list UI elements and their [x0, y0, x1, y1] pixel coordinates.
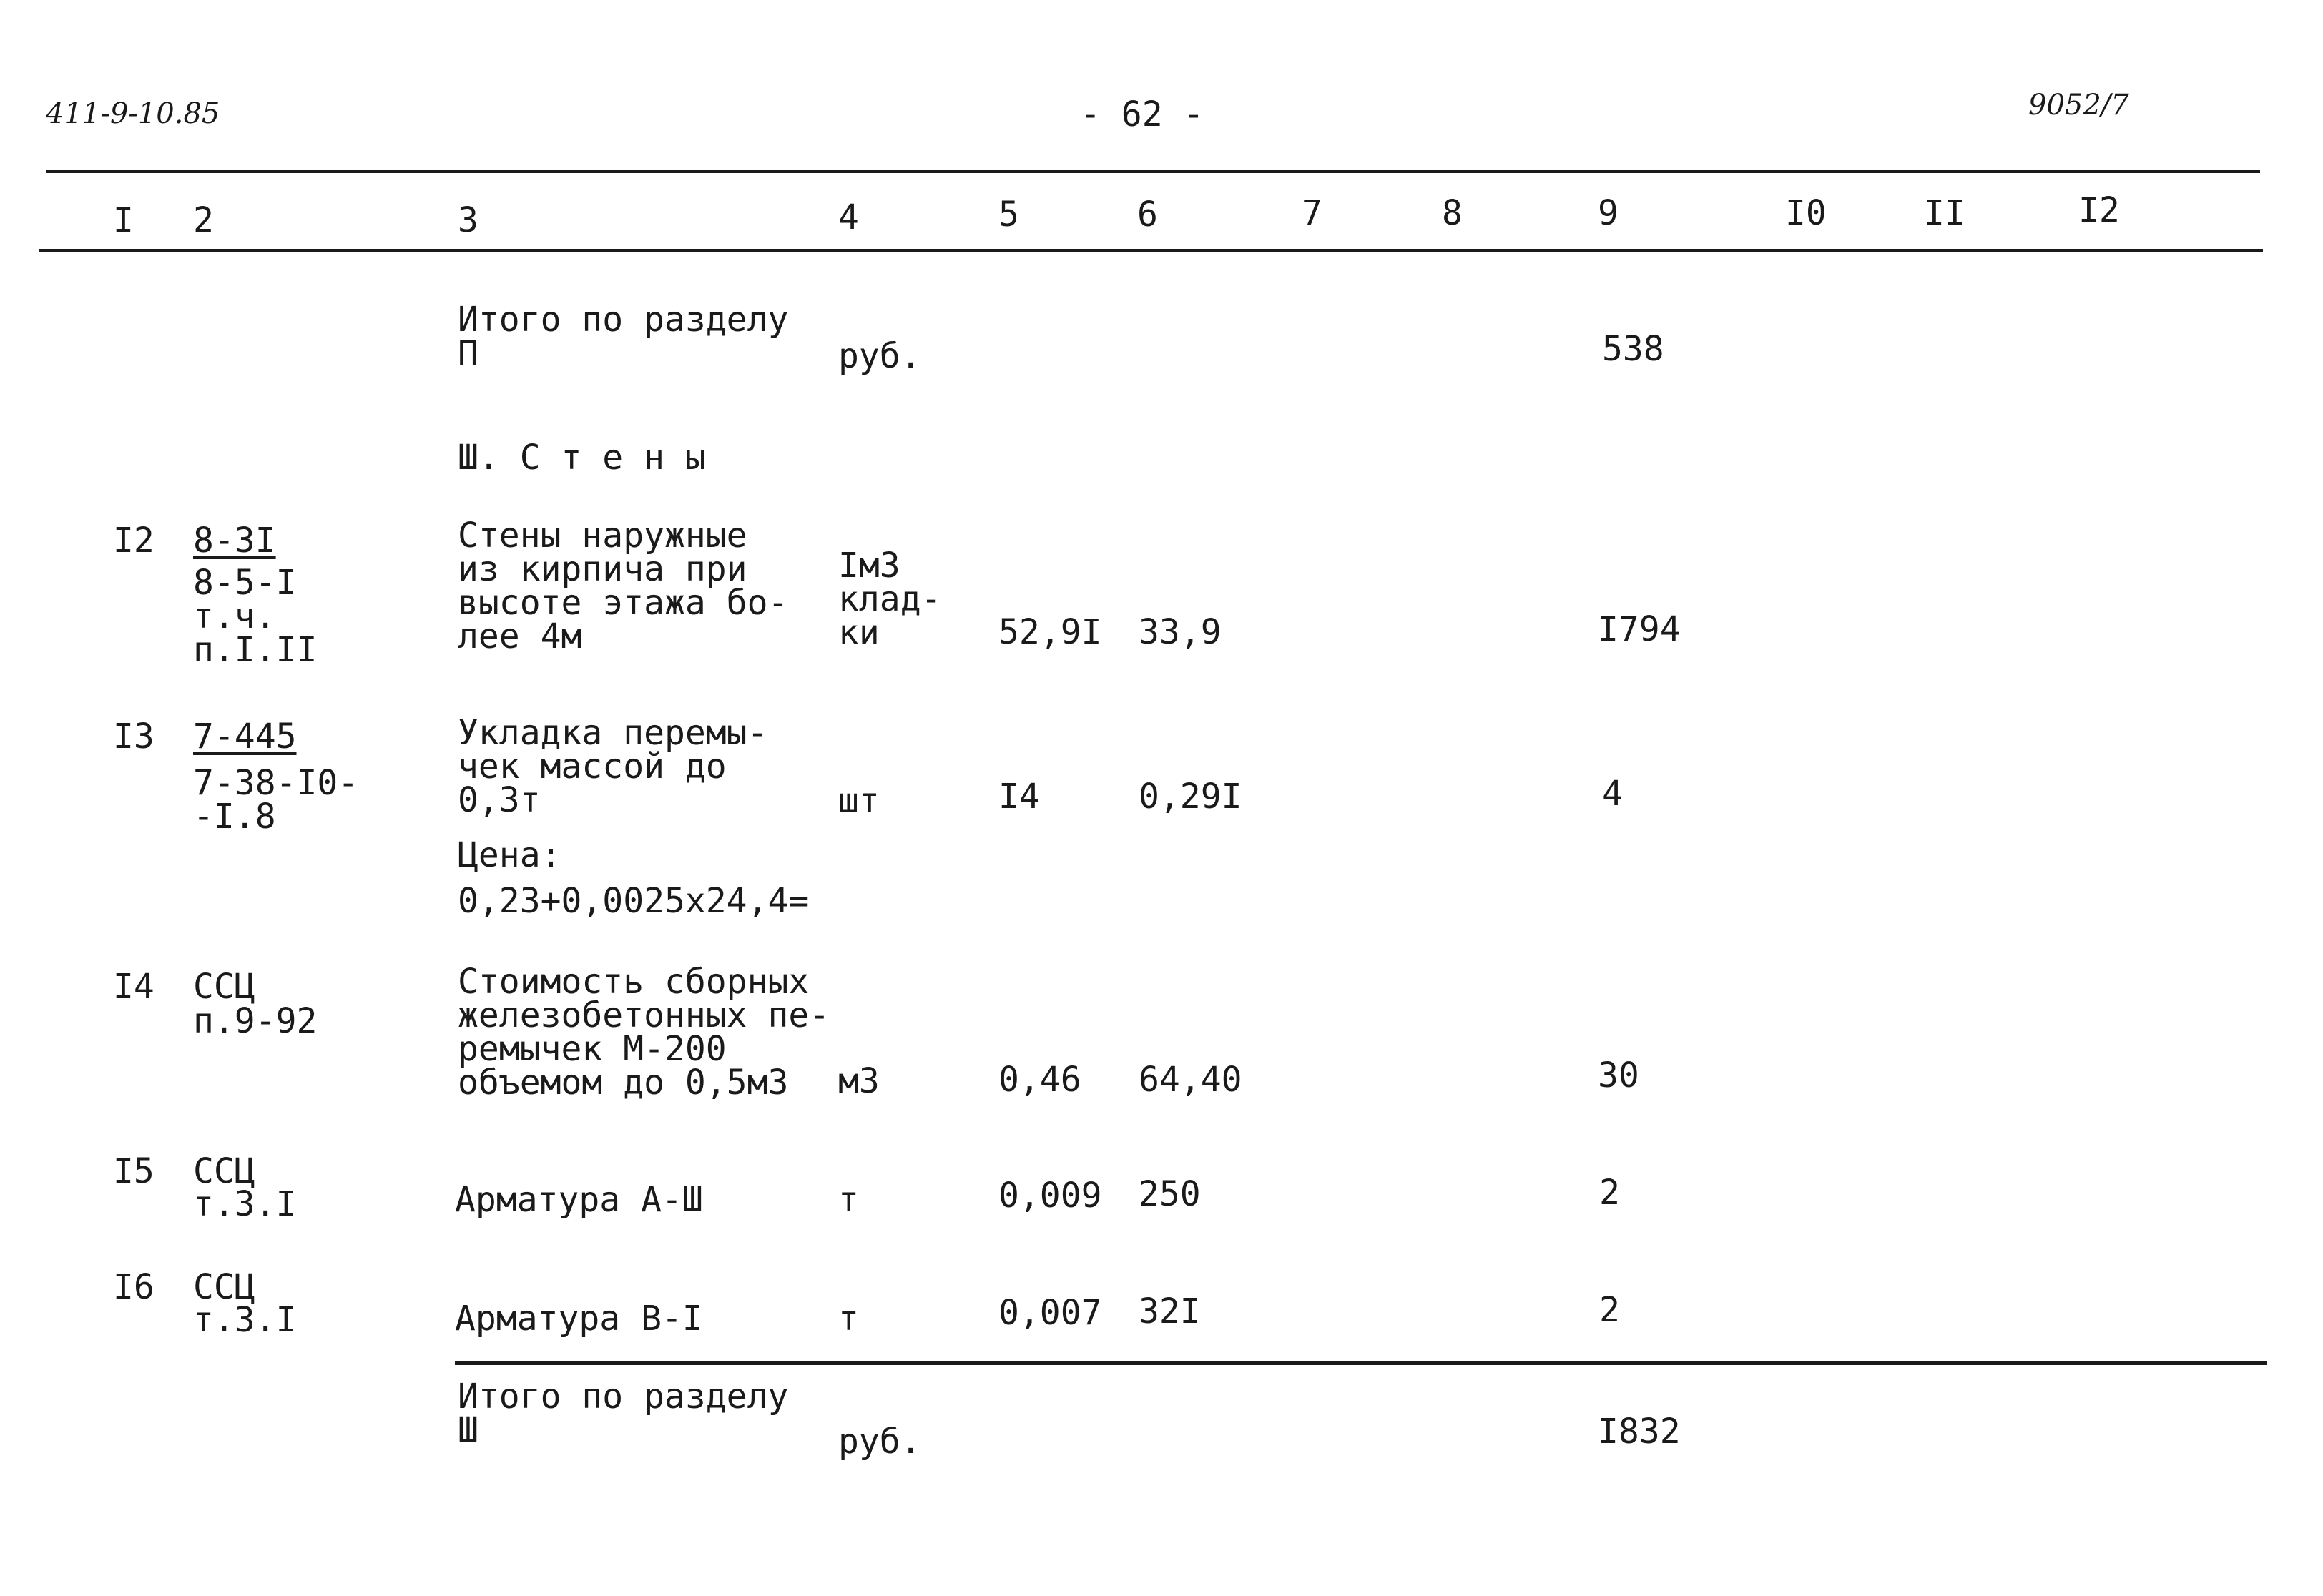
- section-2-total-label: Итого по разделу П: [458, 300, 789, 373]
- row-code-rest: 8-5-I т.ч. п.I.II: [193, 563, 318, 670]
- column-header-8: 8: [1442, 193, 1463, 233]
- column-header-2: 2: [193, 200, 214, 240]
- row-description: Арматура В-I: [455, 1299, 703, 1339]
- section-2-total-value: 538: [1602, 329, 1664, 369]
- row-col5: 0,009: [998, 1176, 1102, 1216]
- row-description: Стены наружные из кирпича при высоте этажа бо- лее 4м: [458, 516, 789, 656]
- row-code-main: 8-3I: [193, 521, 276, 561]
- row-code-main: ССЦ: [193, 1267, 255, 1307]
- page-number: - 62 -: [1080, 94, 1204, 134]
- column-header-6: 6: [1137, 194, 1158, 235]
- column-header-7: 7: [1302, 193, 1322, 233]
- row-col9: 2: [1599, 1173, 1620, 1213]
- row-code-main: ССЦ: [193, 967, 255, 1007]
- row-unit: т: [838, 1299, 859, 1339]
- section-total-rule: [455, 1361, 2267, 1365]
- row-unit: м3: [838, 1061, 880, 1101]
- row-unit: т: [838, 1180, 859, 1220]
- column-header-11: II: [1924, 193, 1965, 233]
- column-header-10: I0: [1785, 193, 1827, 233]
- row-description: Укладка перемы- чек массой до 0,3т: [458, 713, 768, 820]
- row-col6: 64,40: [1139, 1060, 1242, 1100]
- column-header-3: 3: [458, 200, 478, 240]
- row-description: Арматура А-Ш: [455, 1180, 703, 1220]
- header-top-rule: [46, 170, 2260, 173]
- column-header-9: 9: [1598, 193, 1619, 233]
- row-number: I2: [113, 521, 154, 561]
- row-col9: I794: [1598, 609, 1681, 649]
- row-number: I6: [113, 1267, 154, 1307]
- header-bottom-rule: [39, 249, 2263, 252]
- row-unit: Iм3 клад- ки: [838, 546, 942, 653]
- row-col5: 0,007: [998, 1293, 1102, 1333]
- section-2-total-unit: руб.: [838, 336, 921, 376]
- row-code-rest: т.3.I: [193, 1300, 297, 1340]
- column-header-5: 5: [998, 194, 1019, 235]
- section-3-total-value: I832: [1598, 1412, 1681, 1452]
- row-col6: 0,29I: [1139, 777, 1242, 817]
- row-code-rest: 7-38-I0- -I.8: [193, 763, 359, 837]
- section-3-title: Ш. С т е н ы: [458, 438, 706, 478]
- row-col6: 32I: [1139, 1291, 1201, 1331]
- row-col5: 52,9I: [998, 612, 1102, 652]
- column-header-1: I: [113, 200, 134, 240]
- row-number: I3: [113, 716, 154, 757]
- row-col9: 4: [1602, 774, 1623, 814]
- row-col6: 250: [1139, 1174, 1201, 1214]
- row-number: I4: [113, 967, 154, 1007]
- document-code: 411-9-10.85: [46, 97, 220, 130]
- row-col9: 30: [1598, 1055, 1639, 1095]
- column-header-12: I2: [2078, 190, 2120, 230]
- section-3-total-unit: руб.: [838, 1422, 921, 1462]
- row-price-formula: 0,23+0,0025x24,4=: [458, 881, 810, 921]
- column-header-4: 4: [838, 197, 859, 237]
- row-code-rest: т.3.I: [193, 1184, 297, 1224]
- row-col5: 0,46: [998, 1060, 1081, 1100]
- row-col9: 2: [1599, 1290, 1620, 1330]
- row-col6: 33,9: [1139, 612, 1222, 652]
- sheet-reference: 9052/7: [2028, 89, 2129, 122]
- row-code-rest: п.9-92: [193, 1001, 318, 1041]
- row-unit: шт: [838, 781, 880, 821]
- row-number: I5: [113, 1151, 154, 1191]
- row-code-main: 7-445: [193, 716, 297, 757]
- row-code-main: ССЦ: [193, 1151, 255, 1191]
- row-price-label: Цена:: [458, 835, 561, 875]
- row-col5: I4: [998, 777, 1040, 817]
- section-3-total-label: Итого по разделу Ш: [458, 1376, 789, 1450]
- row-description: Стоимость сборных железобетонных пе- ремычек М-200 объемом до 0,5м3: [458, 962, 830, 1103]
